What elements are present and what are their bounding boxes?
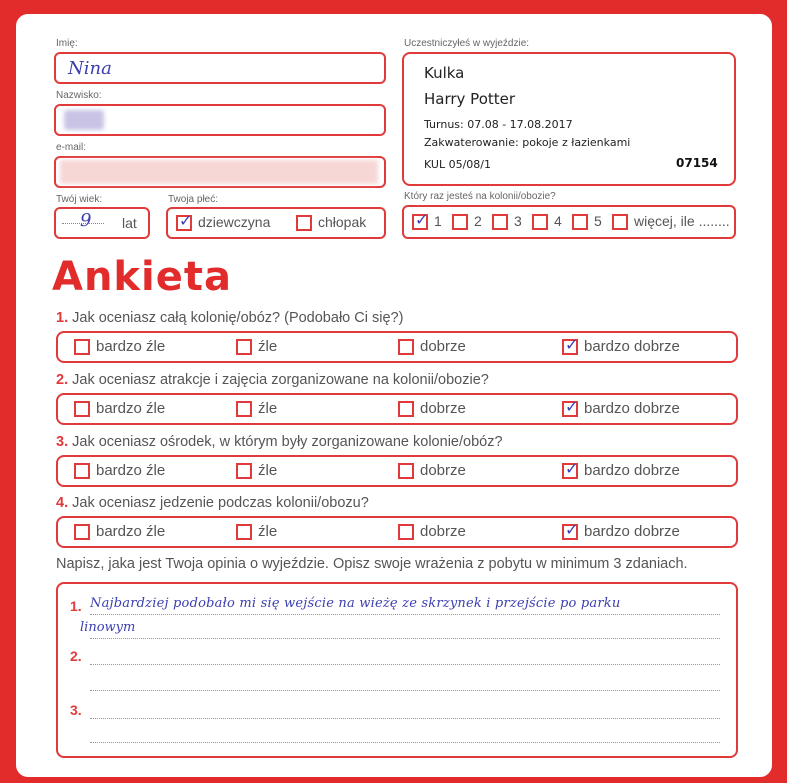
question-2: 2. Jak oceniasz atrakcje i zajęcia zorganizowane na kolonii/obozie? [56, 372, 489, 388]
survey-form [16, 14, 772, 777]
checkbox-visit-2[interactable] [452, 214, 468, 230]
surname-label: Nazwisko: [56, 90, 102, 101]
answer-row-4 [56, 516, 738, 548]
checkbox-visit-3[interactable] [492, 214, 508, 230]
checkmark-icon: ✓ [565, 459, 579, 479]
question-3: 3. Jak oceniasz ośrodek, w którym były zorganizowane kolonie/obóz? [56, 434, 503, 450]
checkbox[interactable] [398, 339, 414, 355]
visits-option-1[interactable]: ✓ 1 [412, 213, 442, 230]
survey-title: Ankieta [52, 254, 232, 300]
checkbox[interactable] [236, 524, 252, 540]
checkbox[interactable] [398, 463, 414, 479]
gender-label: Twoja płeć: [168, 194, 219, 205]
answer-row-3 [56, 455, 738, 487]
gender-field [166, 207, 386, 239]
checkmark-icon: ✓ [179, 211, 193, 231]
accommodation: Zakwaterowanie: pokoje z łazienkami [424, 136, 631, 149]
checkmark-icon: ✓ [565, 520, 579, 540]
checkbox[interactable] [74, 463, 90, 479]
q3-option-very-bad[interactable]: bardzo źle [74, 462, 165, 479]
visits-option-4[interactable]: 4 [532, 213, 562, 230]
q3-option-bad[interactable]: źle [236, 462, 277, 479]
checkbox[interactable] [236, 463, 252, 479]
q4-option-very-bad[interactable]: bardzo źle [74, 523, 165, 540]
checkbox-girl[interactable] [176, 211, 193, 231]
trip-number: 07154 [676, 156, 718, 170]
visits-option-more[interactable]: więcej, ile ........ [612, 213, 730, 230]
checkbox[interactable] [236, 339, 252, 355]
visits-option-2[interactable]: 2 [452, 213, 482, 230]
visits-option-3[interactable]: 3 [492, 213, 522, 230]
checkmark-icon: ✓ [565, 335, 579, 355]
q3-option-good[interactable]: dobrze [398, 462, 466, 479]
checkmark-icon: ✓ [565, 397, 579, 417]
checkbox[interactable] [74, 524, 90, 540]
q1-option-very-good[interactable]: ✓ bardzo dobrze [562, 338, 680, 355]
checkbox-visit-4[interactable] [532, 214, 548, 230]
checkbox[interactable] [562, 397, 579, 417]
email-field[interactable] [54, 156, 386, 188]
age-field[interactable] [54, 207, 150, 239]
checkbox-visit-more[interactable] [612, 214, 628, 230]
q2-option-very-bad[interactable]: bardzo źle [74, 400, 165, 417]
checkbox-visit-1[interactable] [412, 210, 429, 230]
name-value: Nina [68, 58, 112, 79]
email-label: e-mail: [56, 142, 87, 153]
checkbox[interactable] [74, 339, 90, 355]
question-1: 1. Jak oceniasz całą kolonię/obóz? (Podobało Ci się?) [56, 310, 404, 326]
answer-row-2 [56, 393, 738, 425]
opinion-text-line-1: Najbardziej podobało mi się wejście na wieżę ze skrzynek i przejście po parku [90, 596, 621, 611]
opinion-textarea[interactable] [56, 582, 738, 758]
checkbox-boy[interactable] [296, 215, 312, 231]
age-value: 9 [80, 210, 92, 231]
name-label: Imię: [56, 38, 78, 49]
trip-label: Uczestniczyłeś w wyjeździe: [404, 38, 530, 49]
redacted-surname [64, 110, 104, 130]
q4-option-bad[interactable]: źle [236, 523, 277, 540]
checkbox[interactable] [236, 401, 252, 417]
q2-option-bad[interactable]: źle [236, 400, 277, 417]
gender-option-girl[interactable]: ✓ dziewczyna [176, 214, 270, 231]
turnus: Turnus: 07.08 - 17.08.2017 [424, 118, 573, 131]
checkbox[interactable] [74, 401, 90, 417]
opinion-line-number-2: 2. [70, 648, 82, 664]
age-unit: lat [122, 215, 137, 231]
surname-field[interactable] [54, 104, 386, 136]
q2-option-very-good[interactable]: ✓ bardzo dobrze [562, 400, 680, 417]
redacted-email [60, 160, 378, 184]
q1-option-very-bad[interactable]: bardzo źle [74, 338, 165, 355]
opinion-line-number-1: 1. [70, 598, 82, 614]
q1-option-bad[interactable]: źle [236, 338, 277, 355]
question-4: 4. Jak oceniasz jedzenie podczas kolonii/obozu? [56, 495, 369, 511]
q3-option-very-good[interactable]: ✓ bardzo dobrze [562, 462, 680, 479]
opinion-text-line-2: linowym [80, 620, 136, 635]
checkbox-visit-5[interactable] [572, 214, 588, 230]
checkbox[interactable] [562, 459, 579, 479]
checkbox[interactable] [398, 401, 414, 417]
trip-code: KUL 05/08/1 [424, 158, 491, 171]
visits-label: Który raz jesteś na kolonii/obozie? [404, 191, 556, 202]
name-field[interactable] [54, 52, 386, 84]
visits-option-5[interactable]: 5 [572, 213, 602, 230]
checkbox[interactable] [398, 524, 414, 540]
gender-option-boy[interactable]: chłopak [296, 214, 366, 231]
opinion-line-number-3: 3. [70, 702, 82, 718]
visits-field [402, 205, 736, 239]
camp-name: Kulka [424, 64, 465, 82]
q4-option-very-good[interactable]: ✓ bardzo dobrze [562, 523, 680, 540]
checkbox[interactable] [562, 520, 579, 540]
q1-option-good[interactable]: dobrze [398, 338, 466, 355]
age-label: Twój wiek: [56, 194, 103, 205]
camp-theme: Harry Potter [424, 90, 516, 108]
opinion-prompt: Napisz, jaka jest Twoja opinia o wyjeździe. Opisz swoje wrażenia z pobytu w minimum 3 zdaniach. [56, 556, 688, 572]
q2-option-good[interactable]: dobrze [398, 400, 466, 417]
checkbox[interactable] [562, 335, 579, 355]
answer-row-1 [56, 331, 738, 363]
q4-option-good[interactable]: dobrze [398, 523, 466, 540]
checkmark-icon: ✓ [415, 210, 429, 230]
trip-info-box [402, 52, 736, 186]
